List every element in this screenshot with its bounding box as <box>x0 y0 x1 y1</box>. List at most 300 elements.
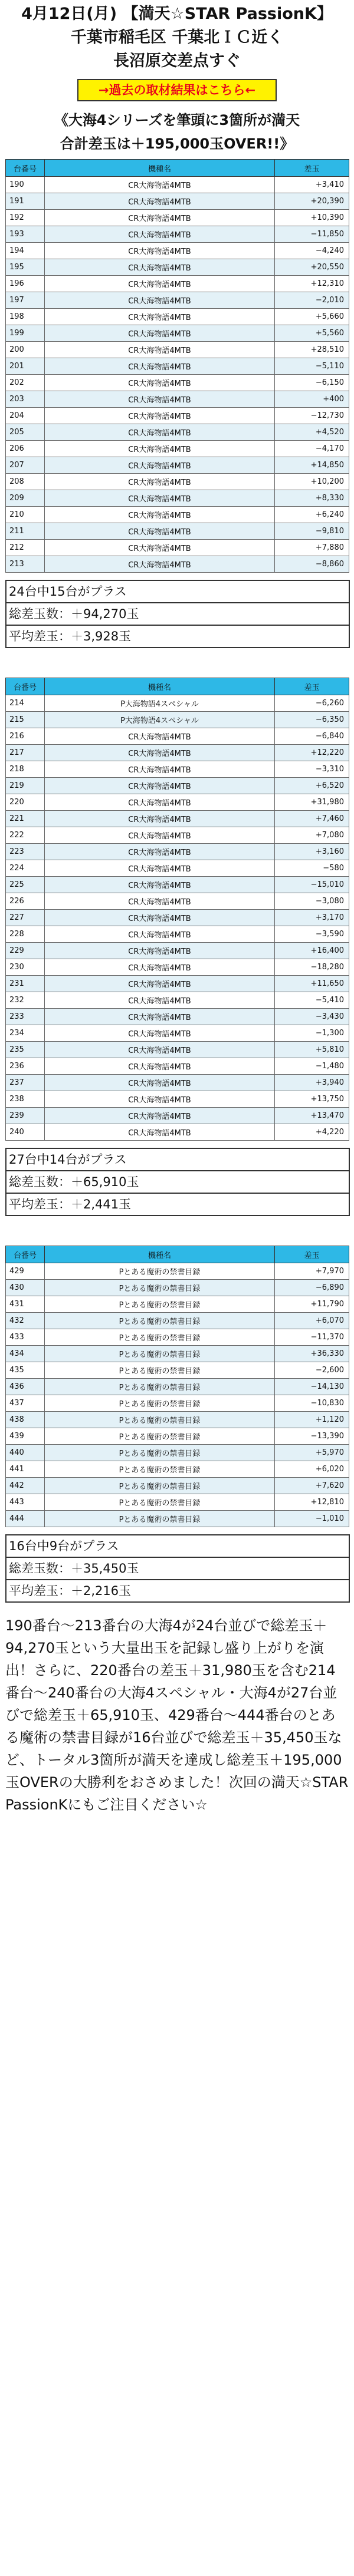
table-row <box>6 507 349 523</box>
col-header-machine-no: 台番号 <box>6 1246 45 1263</box>
summary-total-diff: 総差玉数：＋94,270玉 <box>5 603 350 626</box>
closing-paragraph: 190番台～213番台の大海4が24台並びで総差玉＋94,270玉という大量出玉を記録し盛り上がりを演出！さらに、220番台の差玉＋31,980玉を含む214番台～240番台の大海4スペシャル・大海4が27台並びで総差玉＋65,910玉、429番台～444番台のとある魔術の禁書目録が16台並びで総差玉＋35,450玉など、トータル3箇所が満天を達成し総差玉＋195,000玉OVERの大勝利をおさめました！次回の満天☆STAR PassionKにもご注目ください☆ <box>5 1617 349 1813</box>
diff-cell: +11,650 <box>275 976 349 992</box>
machine-no-cell: 434 <box>6 1346 45 1362</box>
table-row <box>6 226 349 243</box>
diff-cell: +5,560 <box>275 325 349 342</box>
table-row <box>6 893 349 910</box>
table-row <box>6 1296 349 1313</box>
model-cell: CR大海物語4MTB <box>45 943 275 959</box>
table-row <box>6 375 349 391</box>
machine-no-cell: 433 <box>6 1329 45 1346</box>
diff-cell: +7,080 <box>275 827 349 844</box>
machine-no-cell: 233 <box>6 1009 45 1025</box>
machine-no-cell: 230 <box>6 959 45 976</box>
model-cell: Pとある魔術の禁書目録 <box>45 1379 275 1395</box>
summary-total-diff: 総差玉数：＋35,450玉 <box>5 1558 350 1580</box>
table-row <box>6 1280 349 1296</box>
table-row <box>6 177 349 193</box>
diff-cell: +10,200 <box>275 474 349 490</box>
model-cell: CR大海物語4MTB <box>45 1124 275 1141</box>
table-row <box>6 474 349 490</box>
machine-no-cell: 213 <box>6 556 45 573</box>
machine-no-cell: 226 <box>6 893 45 910</box>
machine-no-cell: 205 <box>6 424 45 441</box>
machine-no-cell: 215 <box>6 712 45 728</box>
model-cell: CR大海物語4MTB <box>45 408 275 424</box>
diff-cell: +28,510 <box>275 342 349 358</box>
results-table <box>5 1246 349 1527</box>
table-row <box>6 728 349 745</box>
diff-cell: −5,410 <box>275 992 349 1009</box>
machine-no-cell: 198 <box>6 309 45 325</box>
table-row <box>6 243 349 259</box>
diff-cell: +31,980 <box>275 794 349 811</box>
model-cell: Pとある魔術の禁書目録 <box>45 1263 275 1280</box>
col-header-model: 機種名 <box>45 678 275 695</box>
diff-cell: +5,970 <box>275 1445 349 1461</box>
model-cell: Pとある魔術の禁書目録 <box>45 1412 275 1428</box>
diff-cell: +7,620 <box>275 1478 349 1494</box>
summary-average-diff: 平均差玉：＋3,928玉 <box>5 626 350 648</box>
diff-cell: +13,750 <box>275 1091 349 1108</box>
machine-no-cell: 234 <box>6 1025 45 1042</box>
machine-no-cell: 239 <box>6 1108 45 1124</box>
machine-no-cell: 207 <box>6 457 45 474</box>
machine-no-cell: 193 <box>6 226 45 243</box>
machine-no-cell: 201 <box>6 358 45 375</box>
table-row <box>6 457 349 474</box>
spacer <box>0 1141 354 1148</box>
machine-no-cell: 219 <box>6 778 45 794</box>
machine-no-cell: 210 <box>6 507 45 523</box>
col-header-machine-no: 台番号 <box>6 160 45 177</box>
table-row <box>6 1379 349 1395</box>
diff-cell: +13,470 <box>275 1108 349 1124</box>
diff-cell: −10,830 <box>275 1395 349 1412</box>
model-cell: Pとある魔術の禁書目録 <box>45 1362 275 1379</box>
model-cell: CR大海物語4MTB <box>45 540 275 556</box>
store-landmark: 長沼原交差点すぐ <box>113 52 241 70</box>
diff-cell: +8,330 <box>275 490 349 507</box>
machine-no-cell: 212 <box>6 540 45 556</box>
diff-cell: −6,840 <box>275 728 349 745</box>
machine-no-cell: 192 <box>6 210 45 226</box>
model-cell: CR大海物語4MTB <box>45 1091 275 1108</box>
summary-average-diff: 平均差玉：＋2,216玉 <box>5 1580 350 1603</box>
diff-cell: +36,330 <box>275 1346 349 1362</box>
table-row <box>6 1346 349 1362</box>
machine-no-cell: 235 <box>6 1042 45 1058</box>
table-row <box>6 358 349 375</box>
machine-no-cell: 237 <box>6 1075 45 1091</box>
machine-no-cell: 203 <box>6 391 45 408</box>
machine-no-cell: 214 <box>6 695 45 712</box>
diff-cell: +3,410 <box>275 177 349 193</box>
machine-no-cell: 436 <box>6 1379 45 1395</box>
model-cell: Pとある魔術の禁書目録 <box>45 1478 275 1494</box>
diff-cell: +4,520 <box>275 424 349 441</box>
model-cell: Pとある魔術の禁書目録 <box>45 1445 275 1461</box>
model-cell: CR大海物語4MTB <box>45 910 275 926</box>
model-cell: Pとある魔術の禁書目録 <box>45 1313 275 1329</box>
model-cell: CR大海物語4MTB <box>45 1108 275 1124</box>
diff-cell: +1,120 <box>275 1412 349 1428</box>
model-cell: CR大海物語4MTB <box>45 992 275 1009</box>
model-cell: Pとある魔術の禁書目録 <box>45 1428 275 1445</box>
diff-cell: −14,130 <box>275 1379 349 1395</box>
machine-no-cell: 228 <box>6 926 45 943</box>
model-cell: Pとある魔術の禁書目録 <box>45 1280 275 1296</box>
machine-no-cell: 191 <box>6 193 45 210</box>
col-header-model: 機種名 <box>45 1246 275 1263</box>
machine-no-cell: 204 <box>6 408 45 424</box>
machine-no-cell: 211 <box>6 523 45 540</box>
diff-cell: −4,240 <box>275 243 349 259</box>
machine-no-cell: 437 <box>6 1395 45 1412</box>
table-row <box>6 976 349 992</box>
diff-cell: −3,590 <box>275 926 349 943</box>
table-row <box>6 1313 349 1329</box>
diff-cell: +6,020 <box>275 1461 349 1478</box>
diff-cell: +6,520 <box>275 778 349 794</box>
table-row <box>6 1042 349 1058</box>
machine-no-cell: 432 <box>6 1313 45 1329</box>
model-cell: Pとある魔術の禁書目録 <box>45 1346 275 1362</box>
table-row <box>6 540 349 556</box>
machine-no-cell: 208 <box>6 474 45 490</box>
table-row <box>6 794 349 811</box>
model-cell: CR大海物語4MTB <box>45 342 275 358</box>
results-table <box>5 678 349 1141</box>
diff-cell: −2,600 <box>275 1362 349 1379</box>
table-row <box>6 1124 349 1141</box>
diff-cell: +5,660 <box>275 309 349 325</box>
table-row <box>6 827 349 844</box>
diff-cell: +6,070 <box>275 1313 349 1329</box>
machine-no-cell: 439 <box>6 1428 45 1445</box>
diff-cell: +3,940 <box>275 1075 349 1091</box>
machine-no-cell: 218 <box>6 761 45 778</box>
diff-cell: +12,310 <box>275 276 349 292</box>
table-row <box>6 276 349 292</box>
table-row <box>6 1511 349 1527</box>
diff-cell: −1,480 <box>275 1058 349 1075</box>
model-cell: CR大海物語4MTB <box>45 844 275 860</box>
summary-plus-count: 27台中14台がプラス <box>5 1148 350 1171</box>
table-row <box>6 1478 349 1494</box>
diff-cell: +400 <box>275 391 349 408</box>
spacer <box>0 1216 354 1246</box>
model-cell: CR大海物語4MTB <box>45 926 275 943</box>
table-row <box>6 877 349 893</box>
model-cell: CR大海物語4MTB <box>45 309 275 325</box>
model-cell: CR大海物語4MTB <box>45 441 275 457</box>
diff-cell: +5,810 <box>275 1042 349 1058</box>
diff-cell: +7,880 <box>275 540 349 556</box>
lead-line-2: 合計差玉は＋195,000玉OVER!!》 <box>60 136 294 152</box>
model-cell: CR大海物語4MTB <box>45 276 275 292</box>
model-cell: CR大海物語4MTB <box>45 391 275 408</box>
machine-no-cell: 444 <box>6 1511 45 1527</box>
machine-no-cell: 229 <box>6 943 45 959</box>
diff-cell: −580 <box>275 860 349 877</box>
diff-cell: +3,160 <box>275 844 349 860</box>
model-cell: Pとある魔術の禁書目録 <box>45 1461 275 1478</box>
machine-no-cell: 224 <box>6 860 45 877</box>
table-row <box>6 1329 349 1346</box>
diff-cell: +20,550 <box>275 259 349 276</box>
col-header-diff: 差玉 <box>275 160 349 177</box>
diff-cell: +7,970 <box>275 1263 349 1280</box>
event-title: 4月12日(月) 【満天☆STAR PassionK】 <box>21 5 333 23</box>
model-cell: CR大海物語4MTB <box>45 778 275 794</box>
table-row <box>6 1362 349 1379</box>
machine-no-cell: 199 <box>6 325 45 342</box>
diff-cell: −6,350 <box>275 712 349 728</box>
table-row <box>6 926 349 943</box>
table-row <box>6 1025 349 1042</box>
table-row <box>6 712 349 728</box>
table-row <box>6 1494 349 1511</box>
machine-no-cell: 209 <box>6 490 45 507</box>
machine-no-cell: 431 <box>6 1296 45 1313</box>
machine-no-cell: 438 <box>6 1412 45 1428</box>
model-cell: Pとある魔術の禁書目録 <box>45 1329 275 1346</box>
summary-plus-count: 16台中9台がプラス <box>5 1534 350 1558</box>
table-row <box>6 992 349 1009</box>
table-row <box>6 325 349 342</box>
spacer <box>0 1527 354 1534</box>
machine-no-cell: 195 <box>6 259 45 276</box>
model-cell: Pとある魔術の禁書目録 <box>45 1296 275 1313</box>
model-cell: CR大海物語4MTB <box>45 1058 275 1075</box>
machine-no-cell: 190 <box>6 177 45 193</box>
table-row <box>6 910 349 926</box>
model-cell: CR大海物語4MTB <box>45 827 275 844</box>
past-results-link[interactable]: →過去の取材結果はこちら← <box>77 79 277 101</box>
summary-plus-count: 24台中15台がプラス <box>5 580 350 603</box>
diff-cell: −15,010 <box>275 877 349 893</box>
diff-cell: −6,260 <box>275 695 349 712</box>
table-row <box>6 745 349 761</box>
diff-cell: −11,850 <box>275 226 349 243</box>
machine-no-cell: 197 <box>6 292 45 309</box>
table-row <box>6 490 349 507</box>
model-cell: CR大海物語4MTB <box>45 959 275 976</box>
diff-cell: −12,730 <box>275 408 349 424</box>
diff-cell: +16,400 <box>275 943 349 959</box>
diff-cell: −4,170 <box>275 441 349 457</box>
machine-no-cell: 220 <box>6 794 45 811</box>
model-cell: CR大海物語4MTB <box>45 794 275 811</box>
model-cell: CR大海物語4MTB <box>45 210 275 226</box>
diff-cell: −3,080 <box>275 893 349 910</box>
model-cell: CR大海物語4MTB <box>45 177 275 193</box>
table-row <box>6 193 349 210</box>
machine-no-cell: 236 <box>6 1058 45 1075</box>
diff-cell: −8,860 <box>275 556 349 573</box>
diff-cell: −13,390 <box>275 1428 349 1445</box>
spacer <box>0 573 354 580</box>
table-row <box>6 523 349 540</box>
model-cell: CR大海物語4MTB <box>45 761 275 778</box>
lead-line-1: 《大海4シリーズを筆頭に3箇所が満天 <box>54 112 300 128</box>
table-row <box>6 761 349 778</box>
diff-cell: +7,460 <box>275 811 349 827</box>
model-cell: CR大海物語4MTB <box>45 193 275 210</box>
table-row <box>6 424 349 441</box>
col-header-model: 機種名 <box>45 160 275 177</box>
table-row <box>6 1091 349 1108</box>
machine-no-cell: 206 <box>6 441 45 457</box>
table-row <box>6 1108 349 1124</box>
machine-no-cell: 443 <box>6 1494 45 1511</box>
results-sections <box>0 159 354 1603</box>
model-cell: CR大海物語4MTB <box>45 1075 275 1091</box>
machine-no-cell: 196 <box>6 276 45 292</box>
machine-no-cell: 440 <box>6 1445 45 1461</box>
machine-no-cell: 194 <box>6 243 45 259</box>
store-location: 千葉市稲毛区 千葉北ＩＣ近く <box>70 28 284 47</box>
model-cell: CR大海物語4MTB <box>45 860 275 877</box>
table-row <box>6 259 349 276</box>
table-row <box>6 1428 349 1445</box>
machine-no-cell: 227 <box>6 910 45 926</box>
diff-cell: −3,310 <box>275 761 349 778</box>
model-cell: CR大海物語4MTB <box>45 811 275 827</box>
model-cell: Pとある魔術の禁書目録 <box>45 1494 275 1511</box>
table-row <box>6 1009 349 1025</box>
model-cell: CR大海物語4MTB <box>45 243 275 259</box>
machine-no-cell: 430 <box>6 1280 45 1296</box>
table-row <box>6 844 349 860</box>
diff-cell: +12,810 <box>275 1494 349 1511</box>
table-row <box>6 1058 349 1075</box>
model-cell: CR大海物語4MTB <box>45 325 275 342</box>
model-cell: CR大海物語4MTB <box>45 259 275 276</box>
table-row <box>6 860 349 877</box>
diff-cell: +10,390 <box>275 210 349 226</box>
machine-no-cell: 225 <box>6 877 45 893</box>
model-cell: CR大海物語4MTB <box>45 976 275 992</box>
diff-cell: −1,300 <box>275 1025 349 1042</box>
model-cell: CR大海物語4MTB <box>45 745 275 761</box>
col-header-diff: 差玉 <box>275 678 349 695</box>
diff-cell: +20,390 <box>275 193 349 210</box>
model-cell: CR大海物語4MTB <box>45 474 275 490</box>
model-cell: CR大海物語4MTB <box>45 424 275 441</box>
model-cell: CR大海物語4MTB <box>45 523 275 540</box>
diff-cell: +6,240 <box>275 507 349 523</box>
diff-cell: −1,010 <box>275 1511 349 1527</box>
table-row <box>6 210 349 226</box>
machine-no-cell: 202 <box>6 375 45 391</box>
summary-total-diff: 総差玉数：＋65,910玉 <box>5 1171 350 1194</box>
model-cell: CR大海物語4MTB <box>45 893 275 910</box>
diff-cell: −3,430 <box>275 1009 349 1025</box>
table-row <box>6 1412 349 1428</box>
spacer <box>0 648 354 678</box>
table-row <box>6 391 349 408</box>
diff-cell: +11,790 <box>275 1296 349 1313</box>
machine-no-cell: 435 <box>6 1362 45 1379</box>
col-header-diff: 差玉 <box>275 1246 349 1263</box>
summary-average-diff: 平均差玉：＋2,441玉 <box>5 1194 350 1216</box>
table-row <box>6 342 349 358</box>
table-row <box>6 811 349 827</box>
machine-no-cell: 442 <box>6 1478 45 1494</box>
machine-no-cell: 240 <box>6 1124 45 1141</box>
table-row <box>6 1263 349 1280</box>
machine-no-cell: 221 <box>6 811 45 827</box>
table-row <box>6 778 349 794</box>
model-cell: P大海物語4スペシャル <box>45 695 275 712</box>
machine-no-cell: 429 <box>6 1263 45 1280</box>
diff-cell: −9,810 <box>275 523 349 540</box>
table-row <box>6 441 349 457</box>
model-cell: CR大海物語4MTB <box>45 358 275 375</box>
model-cell: CR大海物語4MTB <box>45 490 275 507</box>
machine-no-cell: 223 <box>6 844 45 860</box>
diff-cell: −5,110 <box>275 358 349 375</box>
model-cell: P大海物語4スペシャル <box>45 712 275 728</box>
table-row <box>6 1445 349 1461</box>
diff-cell: +12,220 <box>275 745 349 761</box>
table-row <box>6 695 349 712</box>
machine-no-cell: 238 <box>6 1091 45 1108</box>
table-row <box>6 1461 349 1478</box>
article-header <box>0 0 354 73</box>
model-cell: CR大海物語4MTB <box>45 728 275 745</box>
table-row <box>6 1075 349 1091</box>
col-header-machine-no: 台番号 <box>6 678 45 695</box>
results-table <box>5 159 349 573</box>
table-row <box>6 959 349 976</box>
diff-cell: −6,150 <box>275 375 349 391</box>
model-cell: Pとある魔術の禁書目録 <box>45 1511 275 1527</box>
diff-cell: −6,890 <box>275 1280 349 1296</box>
model-cell: CR大海物語4MTB <box>45 1025 275 1042</box>
model-cell: CR大海物語4MTB <box>45 226 275 243</box>
model-cell: CR大海物語4MTB <box>45 507 275 523</box>
diff-cell: +4,220 <box>275 1124 349 1141</box>
table-row <box>6 408 349 424</box>
machine-no-cell: 200 <box>6 342 45 358</box>
machine-no-cell: 232 <box>6 992 45 1009</box>
machine-no-cell: 217 <box>6 745 45 761</box>
machine-no-cell: 441 <box>6 1461 45 1478</box>
model-cell: CR大海物語4MTB <box>45 1009 275 1025</box>
diff-cell: −11,370 <box>275 1329 349 1346</box>
model-cell: CR大海物語4MTB <box>45 292 275 309</box>
diff-cell: +3,170 <box>275 910 349 926</box>
table-row <box>6 943 349 959</box>
diff-cell: −18,280 <box>275 959 349 976</box>
model-cell: CR大海物語4MTB <box>45 877 275 893</box>
machine-no-cell: 231 <box>6 976 45 992</box>
diff-cell: −2,010 <box>275 292 349 309</box>
model-cell: CR大海物語4MTB <box>45 375 275 391</box>
model-cell: CR大海物語4MTB <box>45 457 275 474</box>
model-cell: CR大海物語4MTB <box>45 556 275 573</box>
machine-no-cell: 222 <box>6 827 45 844</box>
table-row <box>6 556 349 573</box>
lead-headline <box>0 108 354 156</box>
table-row <box>6 309 349 325</box>
diff-cell: +14,850 <box>275 457 349 474</box>
table-row <box>6 1395 349 1412</box>
